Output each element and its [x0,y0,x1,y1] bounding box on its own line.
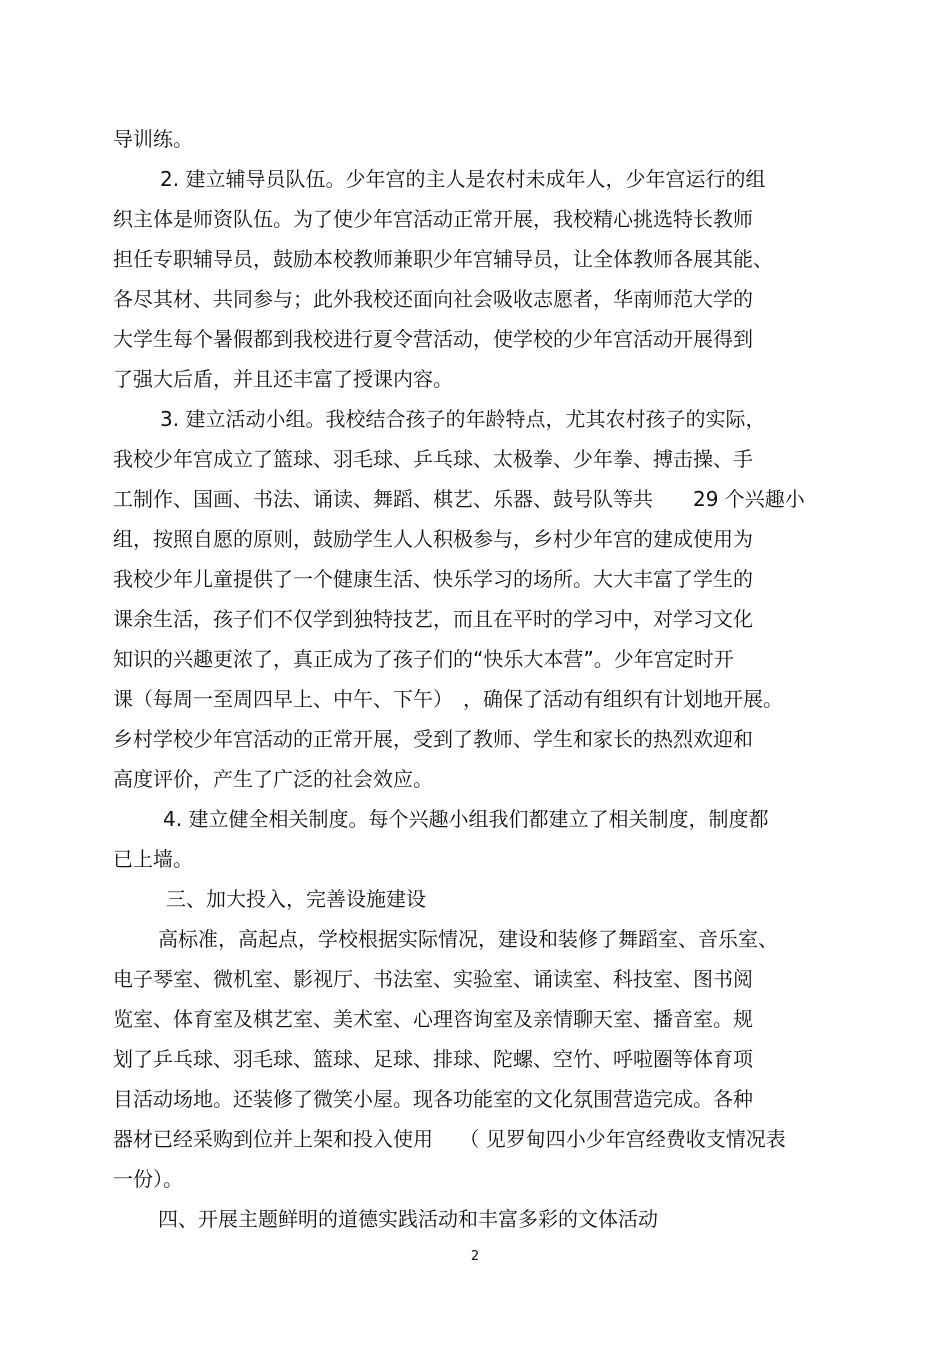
text-line: 了强大后盾，并且还丰富了授课内容。 [113,367,453,391]
section-heading: 三、加大投入，完善设施建设 [166,887,426,911]
text-line: 知识的兴趣更浓了，真正成为了孩子们的“快乐大本营”。少年宫定时开 [113,647,734,671]
text-line: 3. 建立活动小组。我校结合孩子的年龄特点，尤其农村孩子的实际， [160,407,766,431]
text-line: 已上墙。 [113,847,193,871]
text-line: 目活动场地。还装修了微笑小屋。现各功能室的文化氛围营造完成。各种 [113,1087,753,1111]
text-line: 4. 建立健全相关制度。每个兴趣小组我们都建立了相关制度，制度都 [163,807,769,831]
text-line: 我校少年宫成立了篮球、羽毛球、乒乓球、太极拳、少年拳、搏击操、手 [113,447,753,471]
text-line: 高标准，高起点，学校根据实际情况，建设和装修了舞蹈室、音乐室、 [158,927,778,951]
text-line: 乡村学校少年宫活动的正常开展，受到了教师、学生和家长的热烈欢迎和 [113,727,753,751]
text-line: 组，按照自愿的原则，鼓励学生人人积极参与，乡村少年宫的建成使用为 [113,527,753,551]
text-line: 课（每周一至周四早上、中午、下午） ，确保了活动有组织有计划地开展。 [113,687,783,711]
text-line: 我校少年儿童提供了一个健康生活、快乐学习的场所。大大丰富了学生的 [113,567,753,591]
text-line: 各尽其材、共同参与；此外我校还面向社会吸收志愿者，华南师范大学的 [113,287,753,311]
text-line: 器材已经采购到位并上架和投入使用 （ 见罗甸四小少年宫经费收支情况表 [113,1127,786,1151]
text-line: 织主体是师资队伍。为了使少年宫活动正常开展，我校精心挑选特长教师 [113,207,753,231]
text-line: 课余生活，孩子们不仅学到独特技艺，而且在平时的学习中，对学习文化 [113,607,753,631]
page-number: 2 [470,1249,480,1264]
text-line: 高度评价，产生了广泛的社会效应。 [113,767,433,791]
text-line: 大学生每个暑假都到我校进行夏令营活动，使学校的少年宫活动开展得到 [113,327,753,351]
text-line: 担任专职辅导员，鼓励本校教师兼职少年宫辅导员，让全体教师各展其能、 [113,247,773,271]
text-line: 电子琴室、微机室、影视厅、书法室、实验室、诵读室、科技室、图书阅 [113,967,753,991]
text-line: 2. 建立辅导员队伍。少年宫的主人是农村未成年人，少年宫运行的组 [160,167,766,191]
text-line: 一份）。 [113,1167,183,1191]
text-line: 导训练。 [113,127,193,151]
section-heading: 四、开展主题鲜明的道德实践活动和丰富多彩的文体活动 [158,1207,658,1231]
text-line: 工制作、国画、书法、诵读、舞蹈、棋艺、乐器、鼓号队等共 29 个兴趣小 [113,487,805,511]
text-line: 划了乒乓球、羽毛球、篮球、足球、排球、陀螺、空竹、呼啦圈等体育项 [113,1047,753,1071]
text-line: 览室、体育室及棋艺室、美术室、心理咨询室及亲情聊天室、播音室。规 [113,1007,753,1031]
